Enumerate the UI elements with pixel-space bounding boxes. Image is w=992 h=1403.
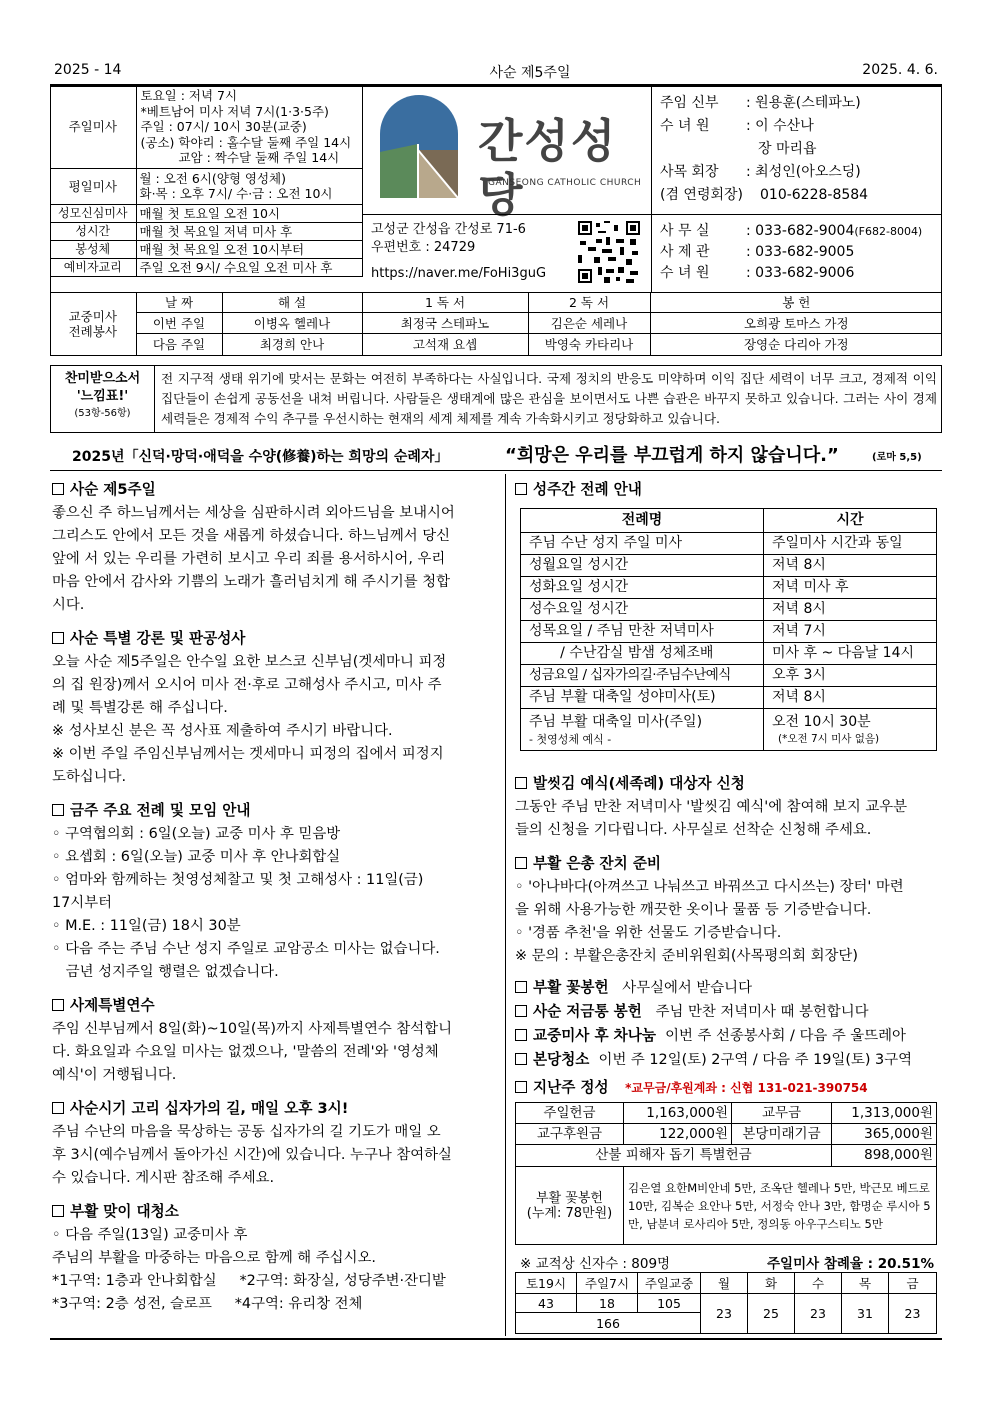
holy-week-name: 성화요일 성시간 <box>521 577 764 599</box>
phone-row: 사 무 실 : 033-682-9004(F682-8004) <box>660 223 923 239</box>
quote-reference: (로마 5,5) <box>872 452 922 463</box>
service-col-header: 봉 헌 <box>650 293 942 313</box>
offering-value: 365,000원 <box>832 1124 937 1145</box>
jubilee-motto: 2025년「신덕·망덕·애덕을 수양(修養)하는 희망의 순례자」 <box>72 449 449 465</box>
staff-row: 주임 신부 : 원용훈(스테파노) <box>660 95 861 111</box>
phone-row: 사 제 관 : 033-682-9005 <box>660 244 855 260</box>
attendance-col-header: 주일7시 <box>577 1273 638 1294</box>
holy-week-time: 저녁 7시 <box>764 621 937 643</box>
service-cell: 이병옥 헬레나 <box>222 313 362 334</box>
mass-row-label: 봉성체 <box>50 240 136 258</box>
attendance-rate: 주일미사 참례율 : 20.51% <box>766 1256 934 1272</box>
mass-row-value: 주일 오전 9시/ 수요일 오전 미사 후 <box>136 258 363 276</box>
offering-heading: 지난주 정성 *교무금/후원계좌 : 신협 131-021-390754 <box>515 1076 941 1100</box>
section-stations-of-cross: 사순시기 고리 십자가의 길, 매일 오후 3시! 주님 수난의 마음을 묵상하는 공동 십자가의 길 기도가 매일 오 후 3시(예수님께서 돌아가신 시간)에 있습니다. 누구나 참여하실 수 있습니다. 게시판 참조해 주세요. <box>52 1100 452 1186</box>
section-easter-festival: 부활 은총 잔치 준비 ◦ '아나바다(아껴쓰고 나눠쓰고 바꿔쓰고 다시쓰는) 장터' 마련 을 위해 사용가능한 깨끗한 옷이나 물품 등 기증받습니다. ◦ '경품 추천'을 위한 선물도 기증받습니다. ※ 문의 : 부활은총잔치 준비위원회(사목평의회 회장단) <box>515 855 904 964</box>
staff-row: 수 녀 원 : 이 수산나 <box>660 118 814 134</box>
phone-row: 수 녀 원 : 033-682-9006 <box>660 265 855 281</box>
offering-label: 주일헌금 <box>516 1103 624 1124</box>
mass-row-label: 예비자교리 <box>50 258 136 276</box>
mass-schedule-table <box>50 86 363 277</box>
service-cell: 이번 주일 <box>136 313 222 334</box>
holy-week-table <box>520 508 937 751</box>
section-priest-training: 사제특별연수 주임 신부님께서 8일(화)~10일(목)까지 사제특별연수 참석합니 다. 화요일과 수요일 미사는 없겠으나, '말씀의 전례'와 '영성체 예식'이 거행됩니다. <box>52 997 453 1083</box>
church-logo-area <box>363 86 651 222</box>
holy-week-time: 저녁 8시 <box>764 599 937 621</box>
zip-code: 우편번호 : 24729 <box>371 240 476 255</box>
offering-label: 산불 피해자 돕기 특별헌금 <box>516 1145 832 1167</box>
bottom-rule <box>50 1338 942 1340</box>
service-cell: 김은순 세레나 <box>528 313 650 334</box>
flower-offering-donors: 김은열 요한M비안네 5만, 조옥단 헬레나 5만, 박근모 베드로 10만, 김복순 요안나 5만, 서정숙 안나 3만, 함명순 루시아 5만, 남분녀 로사리아 5만, 정의동 아우구스티노 5만 <box>624 1167 937 1245</box>
section-easter-cleaning: 부활 맞이 대청소 ◦ 다음 주일(13일) 교중미사 후 주님의 부활을 마중하는 마음으로 함께 해 주십시오. *1구역: 1층과 안나회합실 *2구역: 화장실, 성당주변·잔디밭 *3구역: 2층 성전, 슬로프 *4구역: 유리창 전체 <box>52 1203 446 1312</box>
offering-value: 1,313,000원 <box>832 1103 937 1124</box>
jubilee-quote: “희망은 우리를 부끄럽게 하지 않습니다.” <box>505 445 839 466</box>
offering-table <box>515 1102 937 1245</box>
short-notices: 부활 꽃봉헌 사무실에서 받습니다 사순 저금통 봉헌 주님 만찬 저녁미사 때 봉헌합니다 교중미사 후 차나눔 이번 주 선종봉사회 / 다음 주 울뜨레아 본당청소 이번 주 12일(토) 2구역 / 다음 주 19일(토) 3구역 <box>515 976 941 1072</box>
holy-week-name: 성월요일 성시간 <box>521 555 764 577</box>
motto-rule <box>50 470 942 471</box>
issue-number: 2025 - 14 <box>54 62 122 78</box>
phone-info <box>651 214 942 292</box>
service-table <box>50 292 942 355</box>
attendance-value: 23 <box>889 1294 937 1334</box>
member-count: ※ 교적상 신자수 : 809명 <box>520 1256 671 1272</box>
holy-week-time: 저녁 미사 후 <box>764 577 937 599</box>
holy-week-time: 저녁 8시 <box>764 687 937 709</box>
church-logo-icon <box>378 94 460 198</box>
service-cell: 다음 주일 <box>136 334 222 355</box>
service-col-header: 2 독 서 <box>528 293 650 313</box>
staff-row: 사목 회장 : 최성인(아오스딩) <box>660 164 861 180</box>
service-col-header: 날 짜 <box>136 293 222 313</box>
offering-label: 교무금 <box>732 1103 832 1124</box>
attendance-value: 43 <box>516 1294 577 1313</box>
laudato-si-title: 찬미받으소서 '느낌표!' (53항-56항) <box>51 366 155 432</box>
attendance-col-header: 화 <box>748 1273 795 1294</box>
attendance-col-header: 토19시 <box>516 1273 577 1294</box>
section-weekly-events: 금주 주요 전례 및 모임 안내 ◦ 구역협의회 : 6일(오늘) 교중 미사 후 믿음방 ◦ 요셉회 : 6일(오늘) 교중 미사 후 안나회합실 ◦ 엄마와 함께하는 첫영성체찰고 및 첫 고해성사 : 11일(금) 17시부터 ◦ M.E. : 11일(금) 18시 30분 ◦ 다음 주는 주님 수난 성지 주일로 교암공소 미사는 없습니다. 금년 성지주일 행렬은 없겠습니다. <box>52 802 440 980</box>
staff-row: 장 마리욥 <box>758 141 817 157</box>
sunday-attendance-total: 166 <box>516 1313 701 1334</box>
service-cell: 오희광 토마스 가정 <box>650 313 942 334</box>
holy-week-time: 미사 후 ~ 다음날 14시 <box>764 643 937 665</box>
attendance-col-header: 목 <box>842 1273 889 1294</box>
attendance-value: 31 <box>842 1294 889 1334</box>
address-line: 고성군 간성읍 간성로 71-6 <box>371 222 526 237</box>
service-col-header: 해 설 <box>222 293 362 313</box>
right-column-lower <box>515 772 941 1100</box>
holy-week-name: 주님 부활 대축일 미사(주일) - 첫영성체 예식 - <box>521 709 764 751</box>
holy-week-name: 성목요일 / 주님 만찬 저녁미사 <box>521 621 764 643</box>
church-address <box>363 214 651 292</box>
holy-week-time: 오후 3시 <box>764 665 937 687</box>
service-cell: 최정국 스테파노 <box>362 313 528 334</box>
holy-week-section: 성주간 전례 안내 <box>515 478 941 502</box>
attendance-value: 23 <box>701 1294 748 1334</box>
holy-week-time: 저녁 8시 <box>764 555 937 577</box>
laudato-si-box <box>50 365 942 433</box>
holy-week-name: 성금요일 / 십자가의길·주님수난예식 <box>521 665 764 687</box>
attendance-value: 23 <box>795 1294 842 1334</box>
offering-label: 교구후원금 <box>516 1124 624 1145</box>
holy-week-name: 성수요일 성시간 <box>521 599 764 621</box>
holy-week-name: / 수난감실 밤샘 성체조배 <box>521 643 764 665</box>
attendance-value: 25 <box>748 1294 795 1334</box>
holy-week-time: 오전 10시 30분 (*오전 7시 미사 없음) <box>764 709 937 751</box>
service-cell: 최경희 안나 <box>222 334 362 355</box>
qr-code-icon <box>578 221 640 283</box>
laudato-si-text: 전 지구적 생태 위기에 맞서는 문화는 여전히 부족하다는 사실입니다. 국제 정치의 반응도 미약하며 이익 집단 세력이 너무 크고, 경제적 이익 집단들이 손쉽게 공동선을 내쳐 버립니다. 사람들은 생태계에 많은 관심을 보이면서도 나쁜 습관은 바꾸지 못하고 있습니다. 그러는 사이 경제 세력들은 경제적 수익 추구를 우선시하는 현재의 세계 체제를 계속 가속화시키고 정당화하고 있습니다. <box>161 371 937 426</box>
mass-row-value: 매월 첫 토요일 오전 10시 <box>136 204 363 222</box>
column-divider <box>505 474 506 1336</box>
church-logo-text: 간성성당 <box>478 114 618 222</box>
mass-row-value: 매월 첫 목요일 저녁 미사 후 <box>136 222 363 240</box>
section-lent-homily: 사순 특별 강론 및 판공성사 오늘 사순 제5주일은 안수일 요한 보스코 신부님(겟세마니 피정 의 집 원장)께서 오시어 미사 전·후로 고해성사 주시고, 미사 주 례 및 특별강론 해 주십니다. ※ 성사보신 분은 꼭 성사표 제출하여 주시기 바랍니다. ※ 이번 주일 주임신부님께서는 겟세마니 피정의 집에서 피정지 도하십니다. <box>52 630 447 785</box>
mass-row-label: 성시간 <box>50 222 136 240</box>
attendance-col-header: 금 <box>889 1273 937 1294</box>
top-line <box>50 62 942 82</box>
holy-week-name: 주님 부활 대축일 성야미사(토) <box>521 687 764 709</box>
holy-week-name: 주님 수난 성지 주일 미사 <box>521 533 764 555</box>
issue-date: 2025. 4. 6. <box>862 62 938 78</box>
staff-row: (겸 연령회장) 010-6228-8584 <box>660 187 869 203</box>
holy-week-col-header: 시간 <box>764 509 937 533</box>
liturgical-title: 사순 제5주일 <box>489 65 571 81</box>
offering-account: *교무금/후원계좌 : 신협 131-021-390754 <box>625 1081 868 1095</box>
weekday-mass-label: 평일미사 <box>50 168 136 204</box>
church-logo-subtitle: GANSEONG CATHOLIC CHURCH <box>488 178 642 188</box>
left-column <box>52 478 496 1316</box>
service-cell: 고석재 요셉 <box>362 334 528 355</box>
service-col-header: 1 독 서 <box>362 293 528 313</box>
sunday-mass-label: 주일미사 <box>50 86 136 168</box>
flower-offering-label: 부활 꽃봉헌 (누계: 78만원) <box>516 1167 624 1245</box>
section-foot-washing: 발씻김 예식(세족례) 대상자 신청 그동안 주님 만찬 저녁미사 '발씻김 예식'에 참여해 보지 교우분 들의 신청을 기다립니다. 사무실로 선착순 신청해 주세요. <box>515 775 908 838</box>
offering-label: 본당미래기금 <box>732 1124 832 1145</box>
attendance-col-header: 수 <box>795 1273 842 1294</box>
church-url[interactable]: https://naver.me/FoHi3guG <box>371 266 547 281</box>
attendance-value: 105 <box>638 1294 701 1313</box>
offering-value: 898,000원 <box>832 1145 937 1167</box>
offering-value: 122,000원 <box>624 1124 732 1145</box>
sunday-mass-times: 토요일 : 저녁 7시 *베트남어 미사 저녁 7시(1·3·5주) 주일 : 07시/ 10시 30분(교중) (공소) 학야리 : 홀수달 둘째 주일 14시 교암 : 짝수달 둘째 주일 14시 <box>136 86 363 168</box>
attendance-col-header: 주일교중 <box>638 1273 701 1294</box>
service-cell: 박영숙 카타리나 <box>528 334 650 355</box>
holy-week-col-header: 전례명 <box>521 509 764 533</box>
attendance-summary <box>520 1252 940 1272</box>
weekday-mass-times: 월 : 오전 6시(양형 영성체) 화·목 : 오후 7시/ 수·금 : 오전 10시 <box>136 168 363 204</box>
section-lent5: 사순 제5주일 좋으신 주 하느님께서는 세상을 심판하시려 외아드님을 보내시어 그리스도 안에서 모든 것을 새롭게 하셨습니다. 하느님께서 당신 앞에 서 있는 우리를 가련히 보시고 우리 죄를 용서하시어, 우리 마음 안에서 감사와 기쁨의 노래가 흘러넘치게 해 주시기를 청합 시다. <box>52 481 455 613</box>
holy-week-time: 주일미사 시간과 동일 <box>764 533 937 555</box>
service-label: 교중미사 전례봉사 <box>50 293 136 355</box>
attendance-value: 18 <box>577 1294 638 1313</box>
service-cell: 장영순 다리아 가정 <box>650 334 942 355</box>
attendance-col-header: 월 <box>701 1273 748 1294</box>
attendance-table <box>515 1272 937 1334</box>
mass-row-label: 성모신심미사 <box>50 204 136 222</box>
staff-info <box>651 86 942 214</box>
motto-line <box>50 441 942 469</box>
mass-row-value: 매월 첫 목요일 오전 10시부터 <box>136 240 363 258</box>
offering-value: 1,163,000원 <box>624 1103 732 1124</box>
